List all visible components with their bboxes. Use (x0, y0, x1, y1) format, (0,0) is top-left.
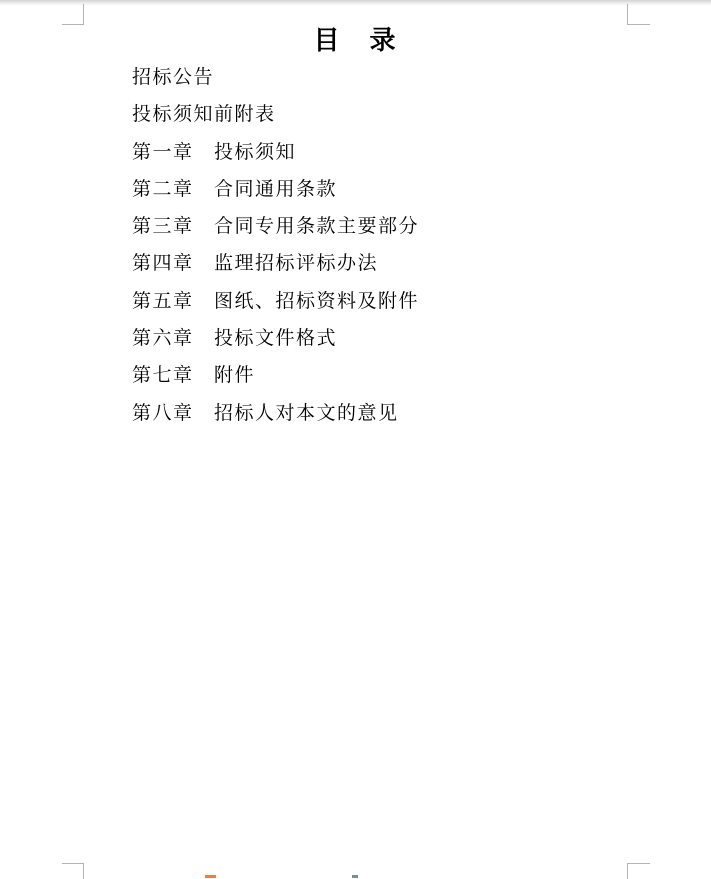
toc-item: 第三章 合同专用条款主要部分 (132, 215, 420, 238)
toc-item: 第六章 投标文件格式 (132, 327, 338, 350)
toc-item: 招标公告 (132, 66, 215, 88)
margin-crop-mark-bottom-right (627, 863, 650, 879)
toc-item: 投标须知前附表 (132, 103, 276, 126)
table-of-contents (132, 59, 612, 432)
toc-item: 第五章 图纸、招标资料及附件 (132, 289, 420, 312)
document-title: 目 录 (313, 26, 398, 56)
toc-item: 第一章 投标须知 (132, 140, 297, 163)
toc-item: 第八章 招标人对本文的意见 (132, 401, 399, 424)
toc-item: 第四章 监理招标评标办法 (132, 252, 379, 275)
toc-item: 第二章 合同通用条款 (132, 177, 338, 200)
toc-item: 第七章 附件 (132, 364, 256, 387)
margin-crop-mark-top-left (62, 4, 84, 25)
margin-crop-mark-bottom-left (62, 863, 84, 879)
margin-crop-mark-top-right (627, 4, 650, 25)
page-top-shadow (0, 0, 711, 6)
